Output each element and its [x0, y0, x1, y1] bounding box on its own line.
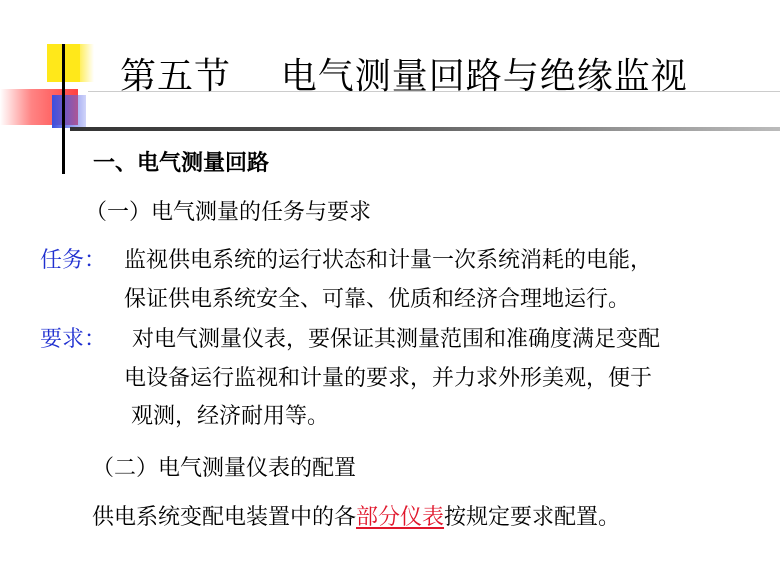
task-text-line-2: 保证供电系统安全、可靠、优质和经济合理地运行。: [124, 287, 631, 312]
partial-instruments-link[interactable]: 部分仪表: [356, 505, 445, 530]
decor-blue-square: [52, 95, 86, 128]
subsection-heading-2: （二）电气测量仪表的配置: [92, 456, 357, 481]
requirement-text-line-3: 观测，经济耐用等。: [131, 404, 330, 429]
configuration-text-end: 按规定要求配置。: [444, 505, 621, 530]
configuration-sentence: [92, 500, 620, 531]
configuration-text-start: 供电系统变配电装置中的各: [92, 505, 357, 530]
decor-yellow-fade: [74, 44, 94, 82]
subsection-heading-1: （一）电气测量的任务与要求: [85, 200, 372, 225]
requirement-text-line-1: 对电气测量仪表，要保证其测量范围和准确度满足变配: [132, 327, 661, 352]
decor-vertical-line: [62, 44, 65, 174]
title-underline: [70, 127, 780, 131]
section-heading: 一、电气测量回路: [93, 151, 270, 176]
slide-title: 第五节 电气测量回路与绝缘监视: [120, 56, 688, 97]
task-label: 任务：: [40, 248, 107, 273]
requirement-label: 要求：: [40, 327, 107, 352]
requirement-text-line-2: 电设备运行监视和计量的要求，并力求外形美观，便于: [124, 366, 653, 391]
task-text-line-1: 监视供电系统的运行状态和计量一次系统消耗的电能，: [124, 248, 653, 273]
